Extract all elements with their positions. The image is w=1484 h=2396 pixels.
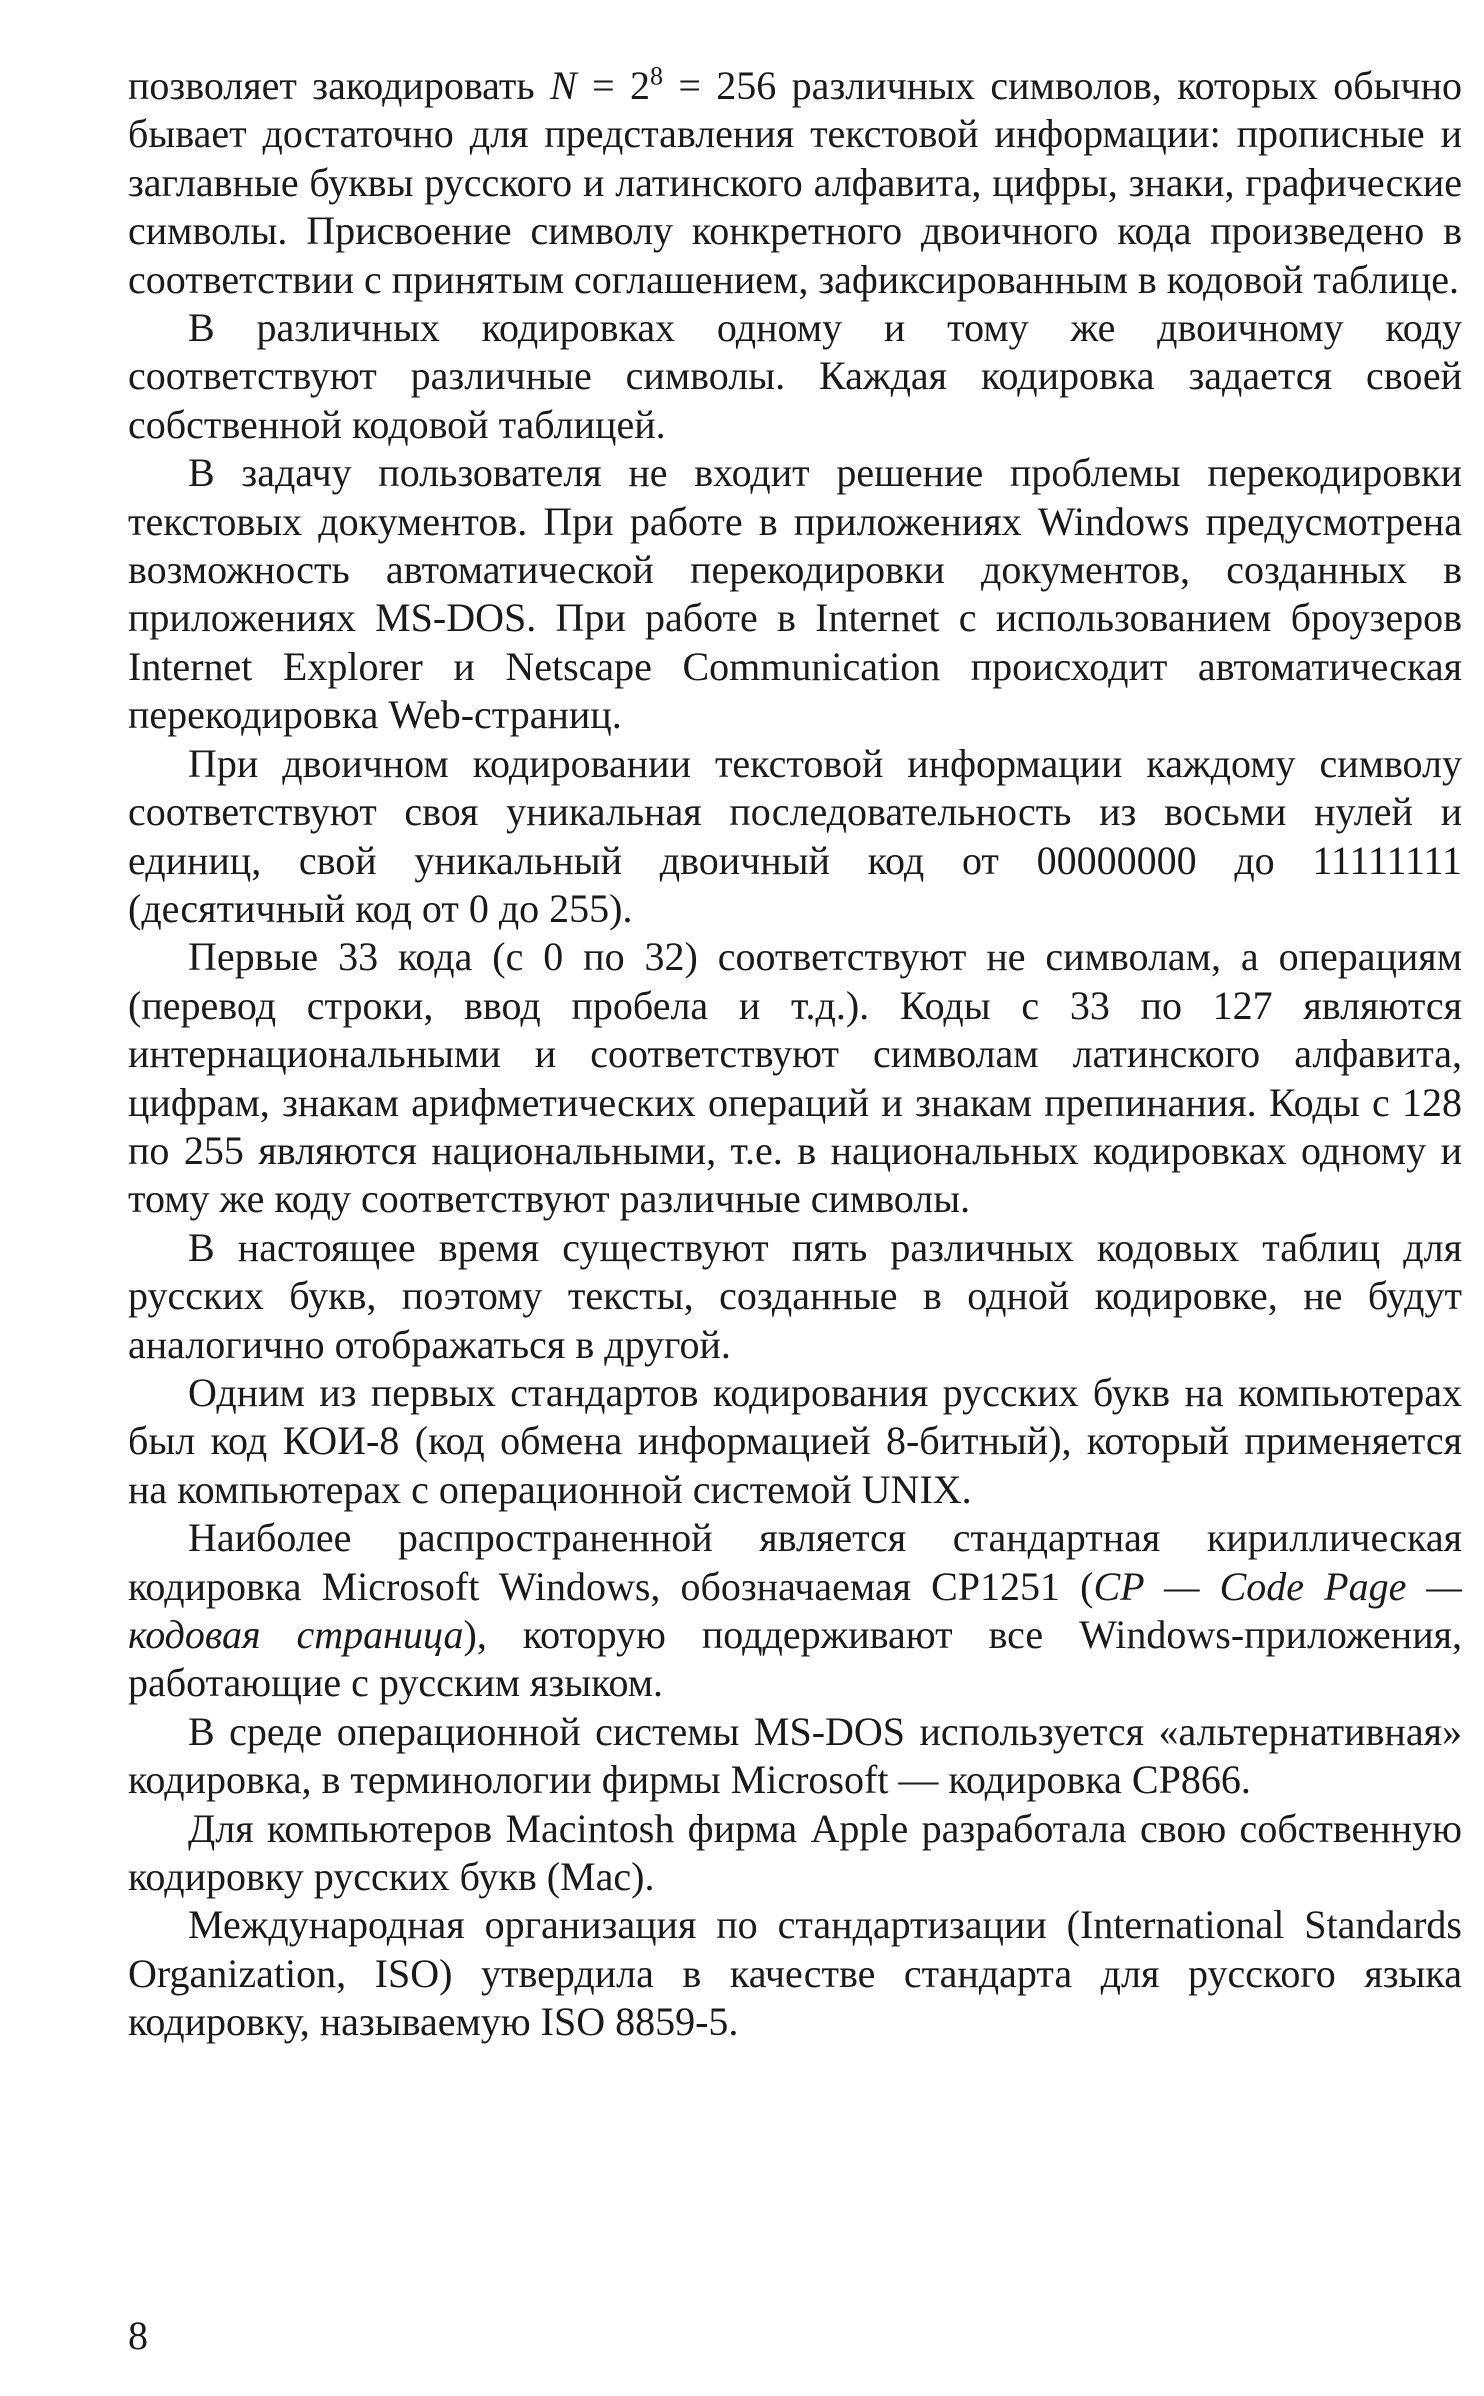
paragraph-9: В среде операционной системы MS-DOS используется «альтернативная» кодировка, в терминологии фирмы Microsoft — кодировка CP866. bbox=[128, 1708, 1462, 1803]
paragraph-10: Для компьютеров Macintosh фирма Apple разработала свою собственную кодировку русских букв (Mac). bbox=[128, 1805, 1462, 1900]
paragraph-2: В различных кодировках одному и тому же двоичному коду соответствуют различные символы. Каждая кодировка задается своей собственной кодовой таблицей. bbox=[128, 305, 1462, 447]
paragraph-3: В задачу пользователя не входит решение проблемы перекодировки текстовых документов. При работе в приложениях Windows предусмотрена возможность автоматической перекодировки документов, созданных в приложениях MS-DOS. При работе в Internet с использованием броузеров Internet Explorer и Netscape Communication происходит автоматическая перекодировка Web-страниц. bbox=[128, 450, 1462, 738]
page-body bbox=[128, 62, 1462, 2047]
paragraph-1 bbox=[128, 62, 1462, 304]
formula-exponent: 8 bbox=[650, 61, 663, 91]
paragraph-7: Одним из первых стандартов кодирования русских букв на компьютерах был код КОИ-8 (код обмена информацией 8-битный), который применяется на компьютерах с операционной системой UNIX. bbox=[128, 1369, 1462, 1512]
paragraph-1-text-before: позволяет закодировать bbox=[128, 63, 550, 108]
paragraph-1-text-after: = 256 различных символов, которых обычно бывает достаточно для представления текстовой информации: прописные и заглавные буквы русского и латинского алфавита, цифры, знаки, графические символы. Присвоение символу конкретного двоичного кода произведено в соответствии с принятым соглашением, зафиксированным в кодовой таблице. bbox=[128, 63, 1462, 302]
formula-equals: = 2 bbox=[576, 63, 650, 108]
paragraph-5: Первые 33 кода (с 0 по 32) соответствуют не символам, а операциям (перевод строки, ввод пробела и т.д.). Коды с 33 по 127 являются интернациональными и соответствуют символам латинского алфавита, цифрам, знакам арифметических операций и знакам препинания. Коды с 128 по 255 являются национальными, т.е. в национальных кодировках одному и тому же коду соответствуют различные символы. bbox=[128, 934, 1462, 1222]
paragraph-8-text-before: Наиболее распространенной является стандартная кириллическая кодировка Microsoft Windows, обозначаемая CP1251 ( bbox=[128, 1515, 1462, 1609]
paragraph-6: В настоящее время существуют пять различных кодовых таблиц для русских букв, поэтому тексты, созданные в одной кодировке, не будут аналогично отображаться в другой. bbox=[128, 1224, 1462, 1367]
paragraph-4: При двоичном кодировании текстовой информации каждому символу соответствуют своя уникальная последовательность из восьми нулей и единиц, свой уникальный двоичный код от 00000000 до 11111111 (десятичный код от 0 до 255). bbox=[128, 740, 1462, 931]
paragraph-11: Международная организация по стандартизации (International Standards Organization, ISO) утвердила в качестве стандарта для русского языка кодировку, называемую ISO 8859-5. bbox=[128, 1902, 1462, 2045]
page-number: 8 bbox=[128, 2313, 148, 2358]
paragraph-8 bbox=[128, 1514, 1462, 1708]
paragraph-8-italic-definition: CP — Code Page — кодовая страница bbox=[128, 1563, 1462, 1657]
paragraph-8-text-after: ), которую поддерживают все Windows-приложения, работающие с русским языком. bbox=[128, 1612, 1462, 1706]
variable-n: N bbox=[550, 63, 577, 108]
